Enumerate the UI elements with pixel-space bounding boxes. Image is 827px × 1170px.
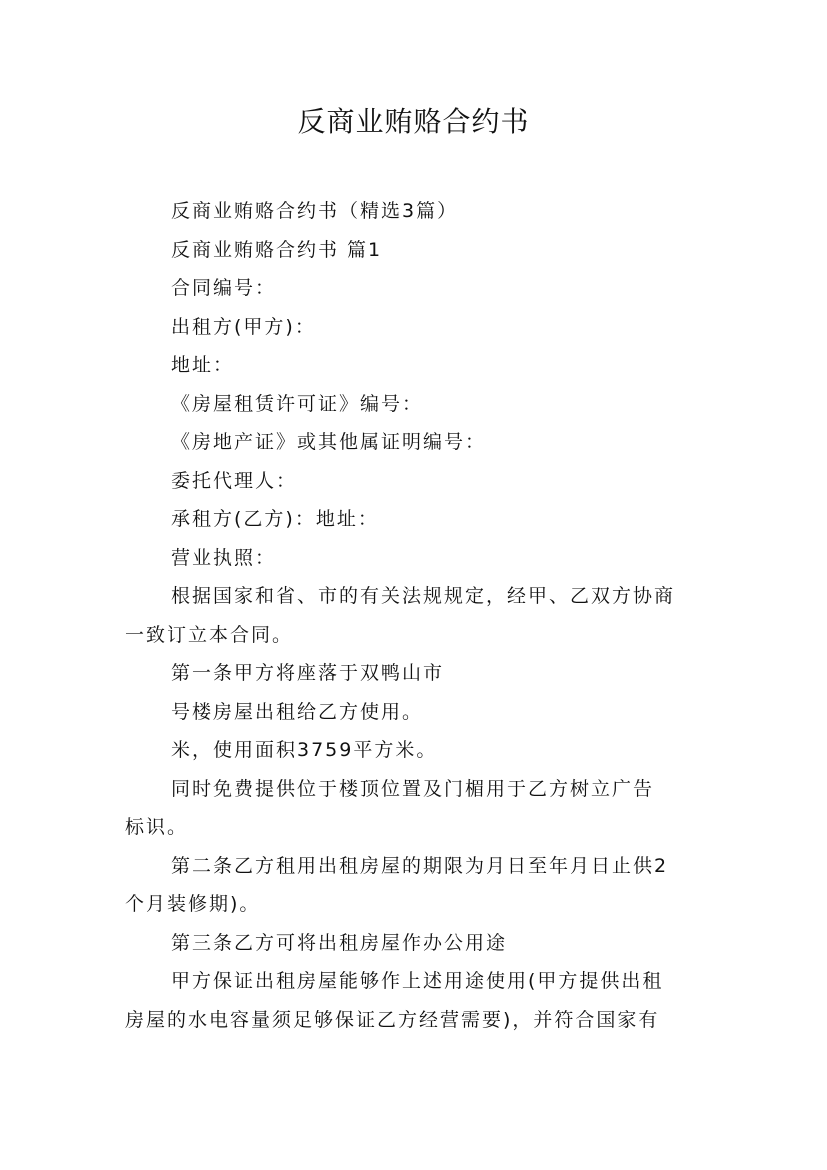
contract-number-field: 合同编号： xyxy=(171,277,277,299)
lessor-field: 出租方(甲方)： xyxy=(171,315,316,338)
address-field: 地址： xyxy=(171,354,235,376)
article-two-line: 第二条乙方租用出租房屋的期限为月日至年月日止供2 xyxy=(171,854,669,877)
paragraph-line: 一致订立本合同。 xyxy=(125,623,294,646)
section-heading: 反商业贿赂合约书 篇1 xyxy=(171,238,383,261)
paragraph-line: 根据国家和省、市的有关法规规定，经甲、乙双方协商 xyxy=(171,585,676,607)
subtitle-line: 反商业贿赂合约书（精选3篇） xyxy=(171,200,459,222)
article-three-line: 第三条乙方可将出租房屋作办公用途 xyxy=(171,931,508,954)
agent-field: 委托代理人： xyxy=(171,469,298,492)
document-body xyxy=(125,192,705,1039)
paragraph-line: 米，使用面积3759平方米。 xyxy=(171,739,438,761)
lease-permit-field: 《房屋租赁许可证》编号： xyxy=(171,392,424,415)
paragraph-line: 标识。 xyxy=(125,816,189,838)
paragraph-line: 个月装修期)。 xyxy=(125,893,261,915)
document-title: 反商业贿赂合约书 xyxy=(297,105,530,138)
lessee-field: 承租方(乙方)：地址： xyxy=(171,508,379,530)
property-certificate-field: 《房地产证》或其他属证明编号： xyxy=(171,431,487,453)
article-one-line: 第一条甲方将座落于双鸭山市 xyxy=(171,662,445,684)
paragraph-line: 房屋的水电容量须足够保证乙方经营需要)，并符合国家有 xyxy=(125,1008,660,1031)
paragraph-line: 同时免费提供位于楼顶位置及门楣用于乙方树立广告 xyxy=(171,777,655,800)
paragraph-line: 号楼房屋出租给乙方使用。 xyxy=(171,700,424,723)
paragraph-line: 甲方保证出租房屋能够作上述用途使用(甲方提供出租 xyxy=(171,970,664,992)
business-license-field: 营业执照： xyxy=(171,546,277,569)
